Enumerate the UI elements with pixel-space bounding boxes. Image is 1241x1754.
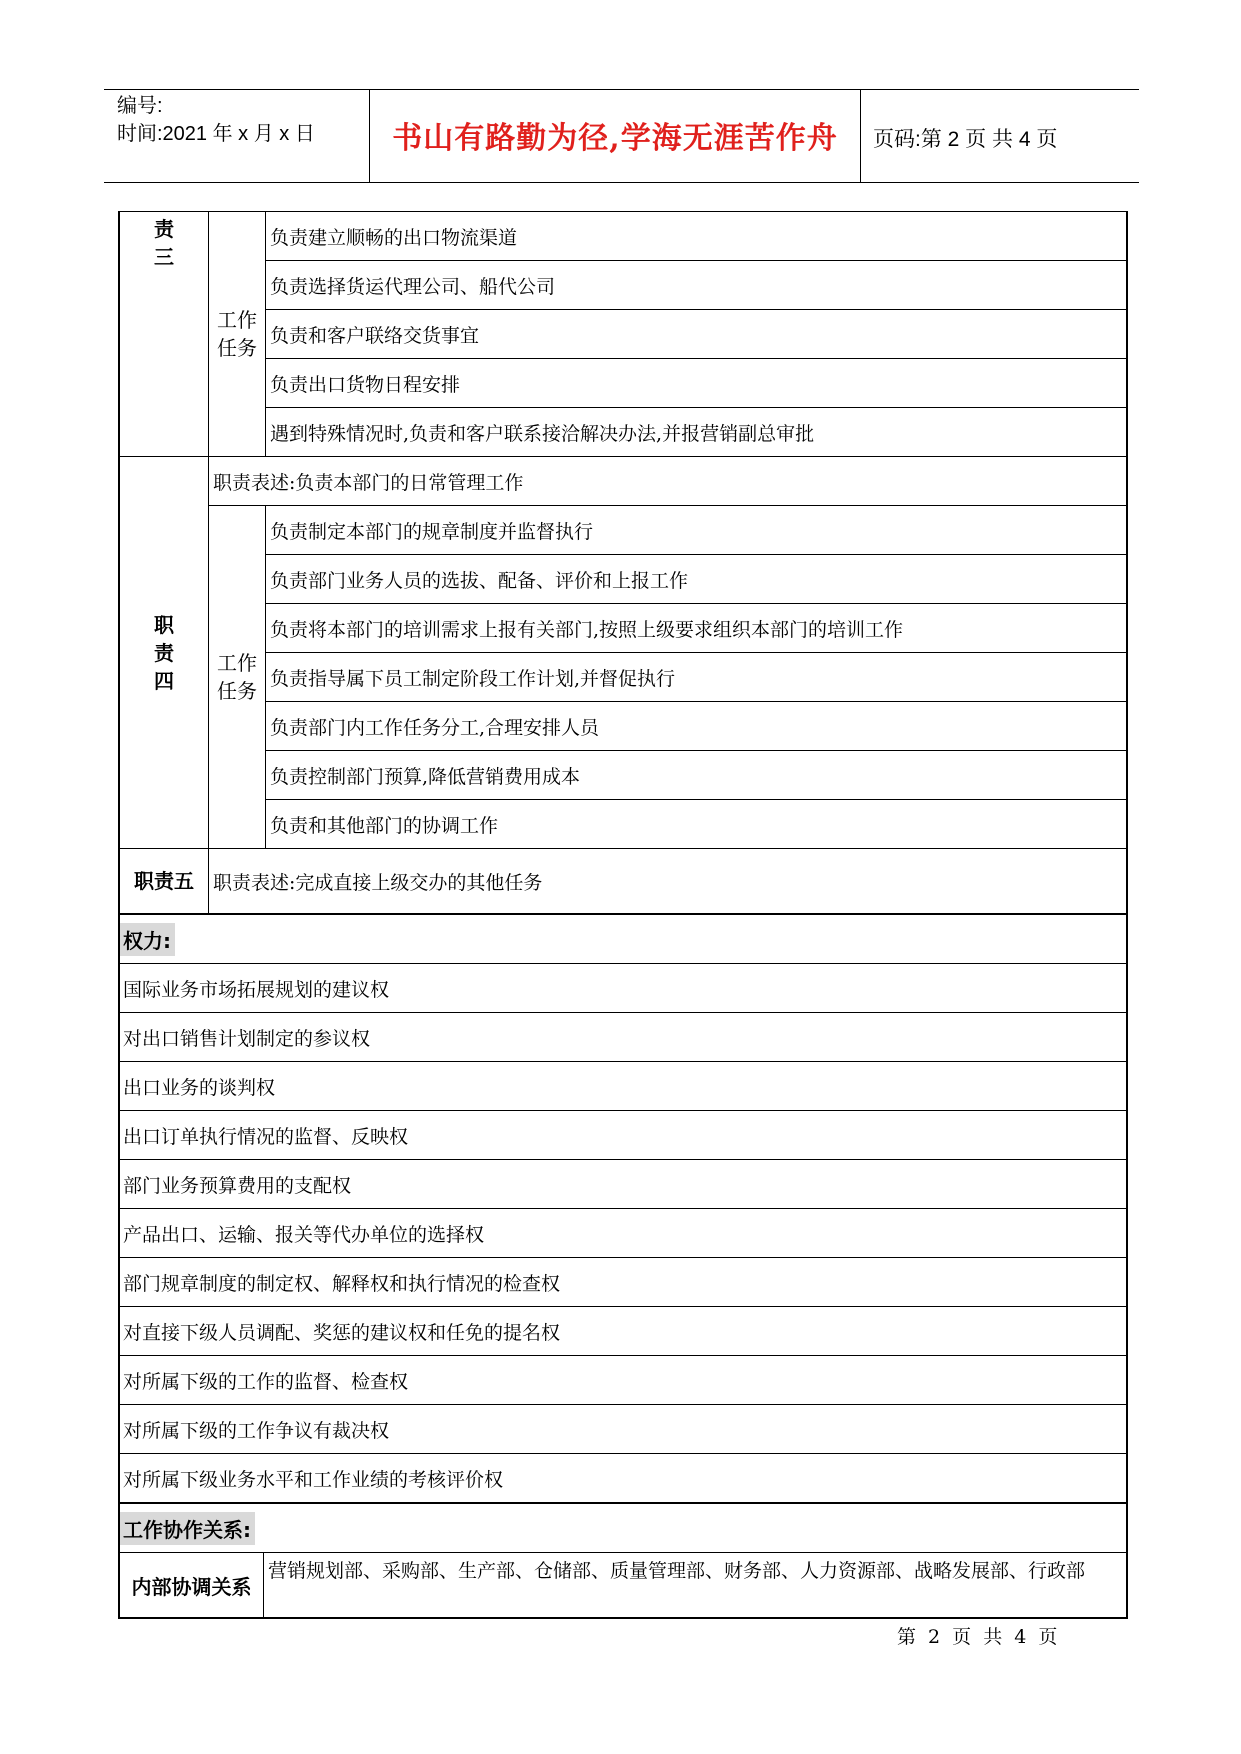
cooperation-title: 工作协作关系:	[120, 1512, 255, 1545]
cooperation-title-row	[120, 1504, 1126, 1553]
power-item: 部门业务预算费用的支配权	[120, 1160, 1126, 1209]
duty-five-section	[120, 849, 1126, 915]
header-divider-right	[860, 89, 861, 183]
header-bottom-rule	[104, 182, 1139, 183]
task-item: 负责建立顺畅的出口物流渠道	[266, 212, 1126, 261]
duty-three-label-char: 三	[154, 245, 174, 269]
task-item: 负责指导属下员工制定阶段工作计划,并督促执行	[266, 653, 1126, 702]
internal-coordination-row	[120, 1553, 1126, 1617]
power-item: 出口订单执行情况的监督、反映权	[120, 1111, 1126, 1160]
duty-three-label-char: 责	[154, 217, 174, 241]
task-item: 负责将本部门的培训需求上报有关部门,按照上级要求组织本部门的培训工作	[266, 604, 1126, 653]
internal-coordination-value: 营销规划部、采购部、生产部、仓储部、质量管理部、财务部、人力资源部、战略发展部、行政部	[268, 1560, 1086, 1582]
task-item: 负责和其他部门的协调工作	[270, 814, 499, 837]
task-item: 负责选择货运代理公司、船代公司	[266, 261, 1126, 310]
powers-title-row	[120, 915, 1126, 964]
task-item: 负责制定本部门的规章制度并监督执行	[266, 506, 1126, 555]
duty-four-label-char: 职	[154, 612, 174, 637]
power-item: 产品出口、运输、报关等代办单位的选择权	[120, 1209, 1126, 1258]
responsibility-table	[118, 211, 1128, 1619]
duty-three-task-label	[209, 212, 266, 456]
header-page-info: 页码:第 2 页 共 4 页	[873, 128, 1058, 151]
internal-coordination-label: 内部协调关系	[120, 1553, 264, 1617]
power-item: 部门规章制度的制定权、解释权和执行情况的检查权	[120, 1258, 1126, 1307]
duty-five-statement: 职责表述:完成直接上级交办的其他任务	[213, 871, 543, 894]
header-motto: 书山有路勤为径,学海无涯苦作舟	[392, 121, 838, 156]
power-item: 对直接下级人员调配、奖惩的建议权和任免的提名权	[120, 1307, 1126, 1356]
duty-four-task-label	[209, 506, 266, 848]
task-item: 负责和客户联络交货事宜	[266, 310, 1126, 359]
duty-three-task-list	[266, 212, 1126, 456]
power-item: 对出口销售计划制定的参议权	[120, 1013, 1126, 1062]
duty-four-section	[120, 457, 1126, 849]
task-item: 负责出口货物日程安排	[266, 359, 1126, 408]
duty-four-task-list	[266, 506, 1126, 848]
duty-four-label	[120, 457, 209, 848]
duty-three-section	[120, 212, 1126, 457]
task-label-line: 任务	[217, 336, 257, 360]
task-item: 负责部门内工作任务分工,合理安排人员	[266, 702, 1126, 751]
powers-title: 权力:	[120, 923, 175, 956]
duty-four-label-char: 四	[154, 668, 174, 693]
duty-four-label-char: 责	[154, 640, 174, 665]
task-label-line: 工作	[217, 651, 257, 675]
task-item: 负责部门业务人员的选拔、配备、评价和上报工作	[266, 555, 1126, 604]
document-number-label: 编号:	[117, 95, 163, 117]
document-date: 时间:2021 年 x 月 x 日	[117, 123, 315, 145]
power-item: 对所属下级业务水平和工作业绩的考核评价权	[123, 1468, 504, 1491]
cooperation-section	[120, 1504, 1126, 1617]
power-item: 国际业务市场拓展规划的建议权	[120, 964, 1126, 1013]
duty-three-label	[120, 212, 209, 456]
powers-section	[120, 915, 1126, 1504]
power-item: 对所属下级的工作的监督、检查权	[120, 1356, 1126, 1405]
power-item: 对所属下级的工作争议有裁决权	[120, 1405, 1126, 1454]
power-item: 出口业务的谈判权	[120, 1062, 1126, 1111]
task-item: 遇到特殊情况时,负责和客户联系接洽解决办法,并报营销副总审批	[270, 422, 815, 445]
header-top-rule	[104, 89, 1139, 90]
page-footer: 第 2 页 共 4 页	[897, 1626, 1058, 1648]
task-label-line: 任务	[217, 679, 257, 703]
duty-four-statement: 职责表述:负责本部门的日常管理工作	[209, 457, 1126, 506]
header-meta	[117, 92, 315, 148]
task-item: 负责控制部门预算,降低营销费用成本	[266, 751, 1126, 800]
task-label-line: 工作	[217, 308, 257, 332]
duty-five-label: 职责五	[120, 849, 209, 913]
